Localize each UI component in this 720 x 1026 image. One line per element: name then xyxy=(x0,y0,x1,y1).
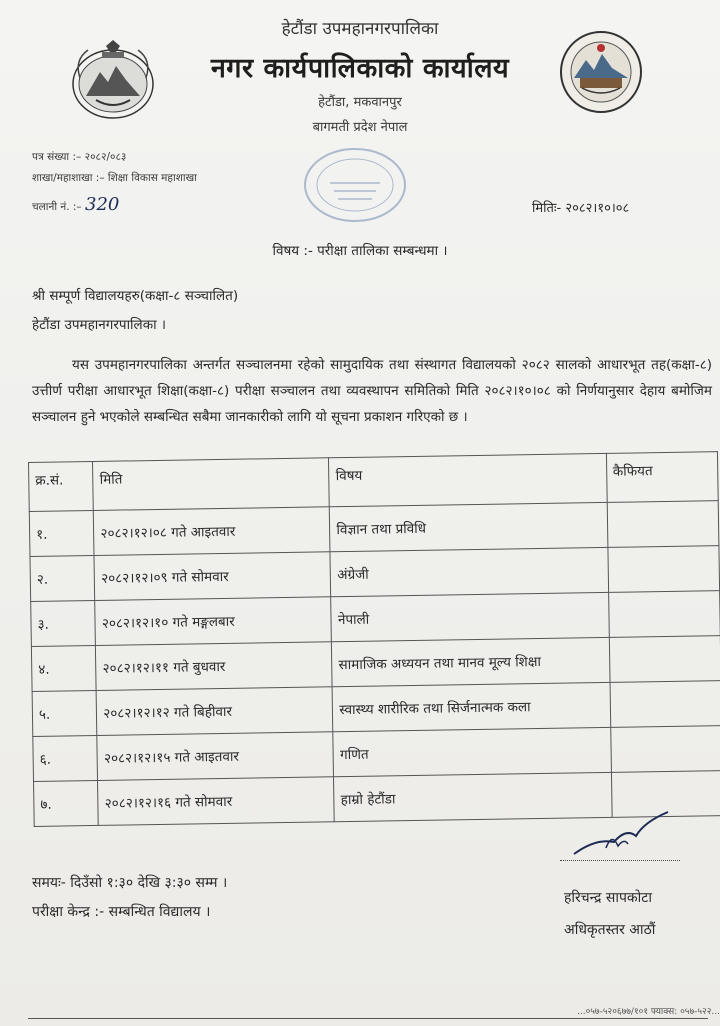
cell-sn: ३. xyxy=(31,600,96,646)
subject-line: विषय :- परीक्षा तालिका सम्बन्धमा । xyxy=(272,243,448,259)
cell-sn: ५. xyxy=(32,690,97,736)
cell-subject: अंग्रेजी xyxy=(330,547,608,596)
exam-center: परीक्षा केन्द्र :- सम्बन्धित विद्यालय । xyxy=(32,904,211,920)
cell-date: २०८२।१२।१५ गते आइतवार xyxy=(97,732,334,781)
office-stamp-icon xyxy=(300,145,410,225)
branch-name: शाखा/महाशाखा :– शिक्षा विकास महाशाखा xyxy=(32,172,197,184)
cell-date: २०८२।१२।१२ गते बिहीवार xyxy=(96,687,333,736)
cell-sn: ४. xyxy=(31,645,96,691)
signer-name: हरिचन्द्र सापकोटा xyxy=(564,890,652,906)
header-subject: विषय xyxy=(329,453,607,506)
cell-sn: २. xyxy=(30,555,95,601)
footer-contact: ...०५७-५२०६७७/१०१ फ्याक्स: ०५७-५२२... xyxy=(576,1007,720,1017)
dispatch-number xyxy=(32,194,119,215)
address-line-1: हेटौंडा, मकवानपुर xyxy=(318,95,402,110)
address-line-2: बागमती प्रदेश नेपाल xyxy=(312,120,408,135)
footer-divider xyxy=(28,1018,708,1019)
addressee-line-2: हेटौंडा उपमहानगरपालिका । xyxy=(32,317,166,333)
letter-number: पत्र संख्या :– २०८२/०८३ xyxy=(32,151,127,163)
cell-remarks xyxy=(610,726,720,773)
cell-date: २०८२।१२।०९ गते सोमवार xyxy=(94,552,331,601)
cell-subject: गणित xyxy=(333,727,611,776)
cell-sn: ६. xyxy=(33,735,98,781)
letter-date: मितिः- २०८२।१०।०८ xyxy=(532,201,630,216)
cell-remarks xyxy=(610,681,720,728)
office-title: नगर कार्यपालिकाको कार्यालय xyxy=(210,53,510,84)
municipality-name: हेटौंडा उपमहानगरपालिका xyxy=(281,19,439,39)
cell-date: २०८२।१२।१० गते मङ्गलबार xyxy=(95,597,332,646)
header-date: मिति xyxy=(93,458,330,511)
exam-schedule-table xyxy=(28,451,720,827)
cell-sn: १. xyxy=(29,510,94,556)
addressee-line-1: श्री सम्पूर्ण विद्यालयहरु(कक्षा-८ सञ्चालित) xyxy=(32,288,239,304)
cell-subject: सामाजिक अध्ययन तथा मानव मूल्य शिक्षा xyxy=(332,637,610,686)
cell-subject: स्वास्थ्य शारीरिक तथा सिर्जनात्मक कला xyxy=(332,682,610,731)
cell-remarks xyxy=(609,636,720,683)
cell-subject: हाम्रो हेटौंडा xyxy=(334,772,612,821)
cell-date: २०८२।१२।११ गते बुधवार xyxy=(96,642,333,691)
dispatch-label: चलानी नं. :– xyxy=(32,201,82,213)
header-remarks: कैफियत xyxy=(606,452,718,503)
cell-subject: नेपाली xyxy=(331,592,609,641)
cell-date: २०८२।१२।१६ गते सोमवार xyxy=(98,777,335,826)
cell-remarks xyxy=(608,546,720,593)
signer-designation: अधिकृतस्तर आठौं xyxy=(564,922,656,938)
header-sn: क्र.सं. xyxy=(29,461,94,511)
cell-date: २०८२।१२।०८ गते आइतवार xyxy=(94,507,331,556)
exam-time: समयः- दिउँसो १:३० देखि ३:३० सम्म । xyxy=(32,875,228,891)
signature-line xyxy=(560,860,680,861)
signature-icon xyxy=(566,808,676,862)
body-paragraph: यस उपमहानगरपालिका अन्तर्गत सञ्चालनमा रहेको सामुदायिक तथा संस्थागत विद्यालयको २०८२ सालको आधारभूत तह(कक्षा-८) उत्तीर्ण परीक्षा आधारभूत शिक्षा(कक्षा-८) परीक्षा सञ्चालन तथा व्यवस्थापन समितिको मिति २०८२।१०।०८ को निर्णयानुसार देहाय बमोजिम सञ्चालन हुने भएकोले सम्बन्धित सबैमा जानकारीको लागि यो सूचना प्रकाशन गरिएको छ । xyxy=(32,357,712,425)
cell-sn: ७. xyxy=(34,780,99,826)
cell-remarks xyxy=(608,591,720,638)
cell-subject: विज्ञान तथा प्रविधि xyxy=(330,502,608,551)
cell-remarks xyxy=(607,501,719,548)
dispatch-number-value: 320 xyxy=(85,194,120,215)
